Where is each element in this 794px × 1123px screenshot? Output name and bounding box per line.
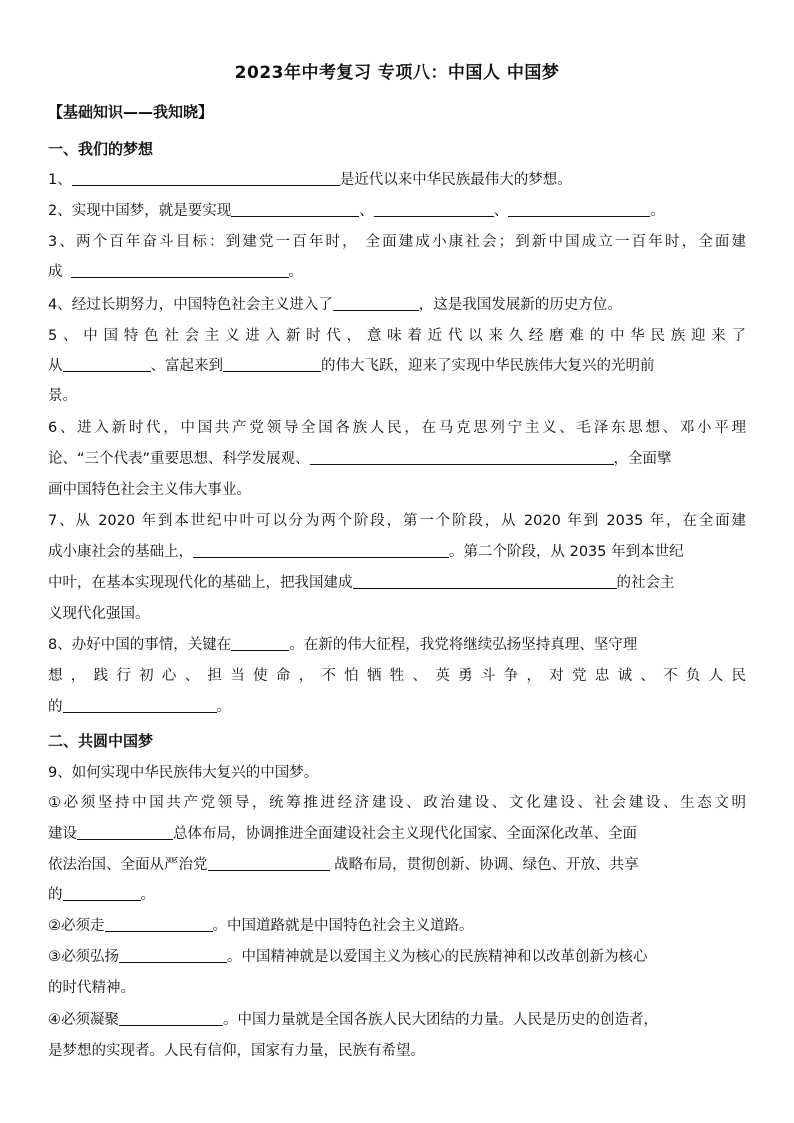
question-7-line-1: 7、从 2020 年到本世纪中叶可以分为两个阶段，第一个阶段，从 2020 年到 2035 年，在全面建 <box>48 513 746 529</box>
blank-field[interactable] <box>231 635 289 651</box>
blank-field[interactable] <box>333 295 419 311</box>
question-8-line-2: 想，践行初心、担当使命，不怕牺牲、英勇斗争，对党忠诚、不负人民 <box>48 668 746 684</box>
question-9-point-1-line-1: ①必须坚持中国共产党领导，统筹推进经济建设、政治建设、文化建设、社会建设、生态文明 <box>48 795 746 811</box>
question-8-line-3: 的 。 <box>48 699 231 715</box>
blank-field[interactable] <box>105 916 213 932</box>
blank-field[interactable] <box>72 170 340 186</box>
question-9-point-1-line-2: 建设 总体布局，协调推进全面建设社会主义现代化国家、全面深化改革、全面 <box>48 826 637 842</box>
question-7-line-4: 义现代化强国。 <box>48 606 150 622</box>
question-9-point-3-line-1: ③必须弘扬 。中国精神就是以爱国主义为核心的民族精神和以改革创新为核心 <box>48 949 648 965</box>
section-our-dream: 一、我们的梦想 <box>48 140 154 158</box>
question-6-line-2: 论、“三个代表”重要思想、科学发展观、 ，全面擘 <box>48 451 672 467</box>
question-5-line-3: 景。 <box>48 388 77 404</box>
page-title: 2023年中考复习 专项八：中国人 中国梦 <box>234 63 560 83</box>
question-1: 1、 是近代以来中华民族最伟大的梦想。 <box>48 172 572 188</box>
blank-field[interactable] <box>310 449 614 465</box>
question-5-line-2: 从 、富起来到 的伟大飞跃，迎来了实现中华民族伟大复兴的光明前 <box>48 358 655 374</box>
question-5-line-1: 5、中国特色社会主义进入新时代，意味着近代以来久经磨难的中华民族迎来了 <box>48 328 746 344</box>
blank-field[interactable] <box>63 356 151 372</box>
blank-field[interactable] <box>223 356 321 372</box>
section-shared-dream: 二、共圆中国梦 <box>48 732 154 750</box>
blank-field[interactable] <box>193 542 449 558</box>
question-9-point-3-line-2: 的时代精神。 <box>48 980 135 996</box>
question-8-line-1: 8、办好中国的事情，关键在 。在新的伟大征程，我党将继续弘扬坚持真理、坚守理 <box>48 637 638 653</box>
question-6-line-3: 画中国特色社会主义伟大事业。 <box>48 482 251 498</box>
blank-field[interactable] <box>231 201 359 217</box>
question-9-point-2: ②必须走 。中国道路就是中国特色社会主义道路。 <box>48 918 474 934</box>
question-4: 4、经过长期努力，中国特色社会主义进入了 ，这是我国发展新的历史方位。 <box>48 297 622 313</box>
question-7-line-3: 中叶，在基本实现现代化的基础上，把我国建成 的社会主 <box>48 575 675 591</box>
blank-field[interactable] <box>508 201 650 217</box>
blank-field[interactable] <box>77 824 173 840</box>
question-7-line-2: 成小康社会的基础上， 。第二个阶段，从 2035 年到本世纪 <box>48 544 684 560</box>
question-3-line-2: 成 。 <box>48 264 303 280</box>
blank-field[interactable] <box>63 697 217 713</box>
question-9: 9、如何实现中华民族伟大复兴的中国梦。 <box>48 765 319 781</box>
blank-field[interactable] <box>63 885 141 901</box>
question-9-point-1-line-4: 的 。 <box>48 887 155 903</box>
blank-field[interactable] <box>71 262 289 278</box>
blank-field[interactable] <box>353 573 617 589</box>
blank-field[interactable] <box>119 947 227 963</box>
blank-field[interactable] <box>374 201 494 217</box>
section-basic-knowledge: 【基础知识——我知晓】 <box>48 103 214 121</box>
question-9-point-4-line-2: 是梦想的实现者。人民有信仰，国家有力量，民族有希望。 <box>48 1043 425 1059</box>
question-6-line-1: 6、进入新时代，中国共产党领导全国各族人民，在马克思列宁主义、毛泽东思想、邓小平理 <box>48 420 746 436</box>
question-9-point-4-line-1: ④必须凝聚 。中国力量就是全国各族人民大团结的力量。人民是历史的创造者， <box>48 1012 658 1028</box>
blank-field[interactable] <box>119 1010 223 1026</box>
blank-field[interactable] <box>208 855 330 871</box>
question-3-line-1: 3、两个百年奋斗目标：到建党一百年时， 全面建成小康社会；到新中国成立一百年时，全面建 <box>48 234 746 250</box>
question-2: 2、实现中国梦，就是要实现 、 、 。 <box>48 203 665 219</box>
question-9-point-1-line-3: 依法治国、全面从严治党 战略布局，贯彻创新、协调、绿色、开放、共享 <box>48 857 639 873</box>
